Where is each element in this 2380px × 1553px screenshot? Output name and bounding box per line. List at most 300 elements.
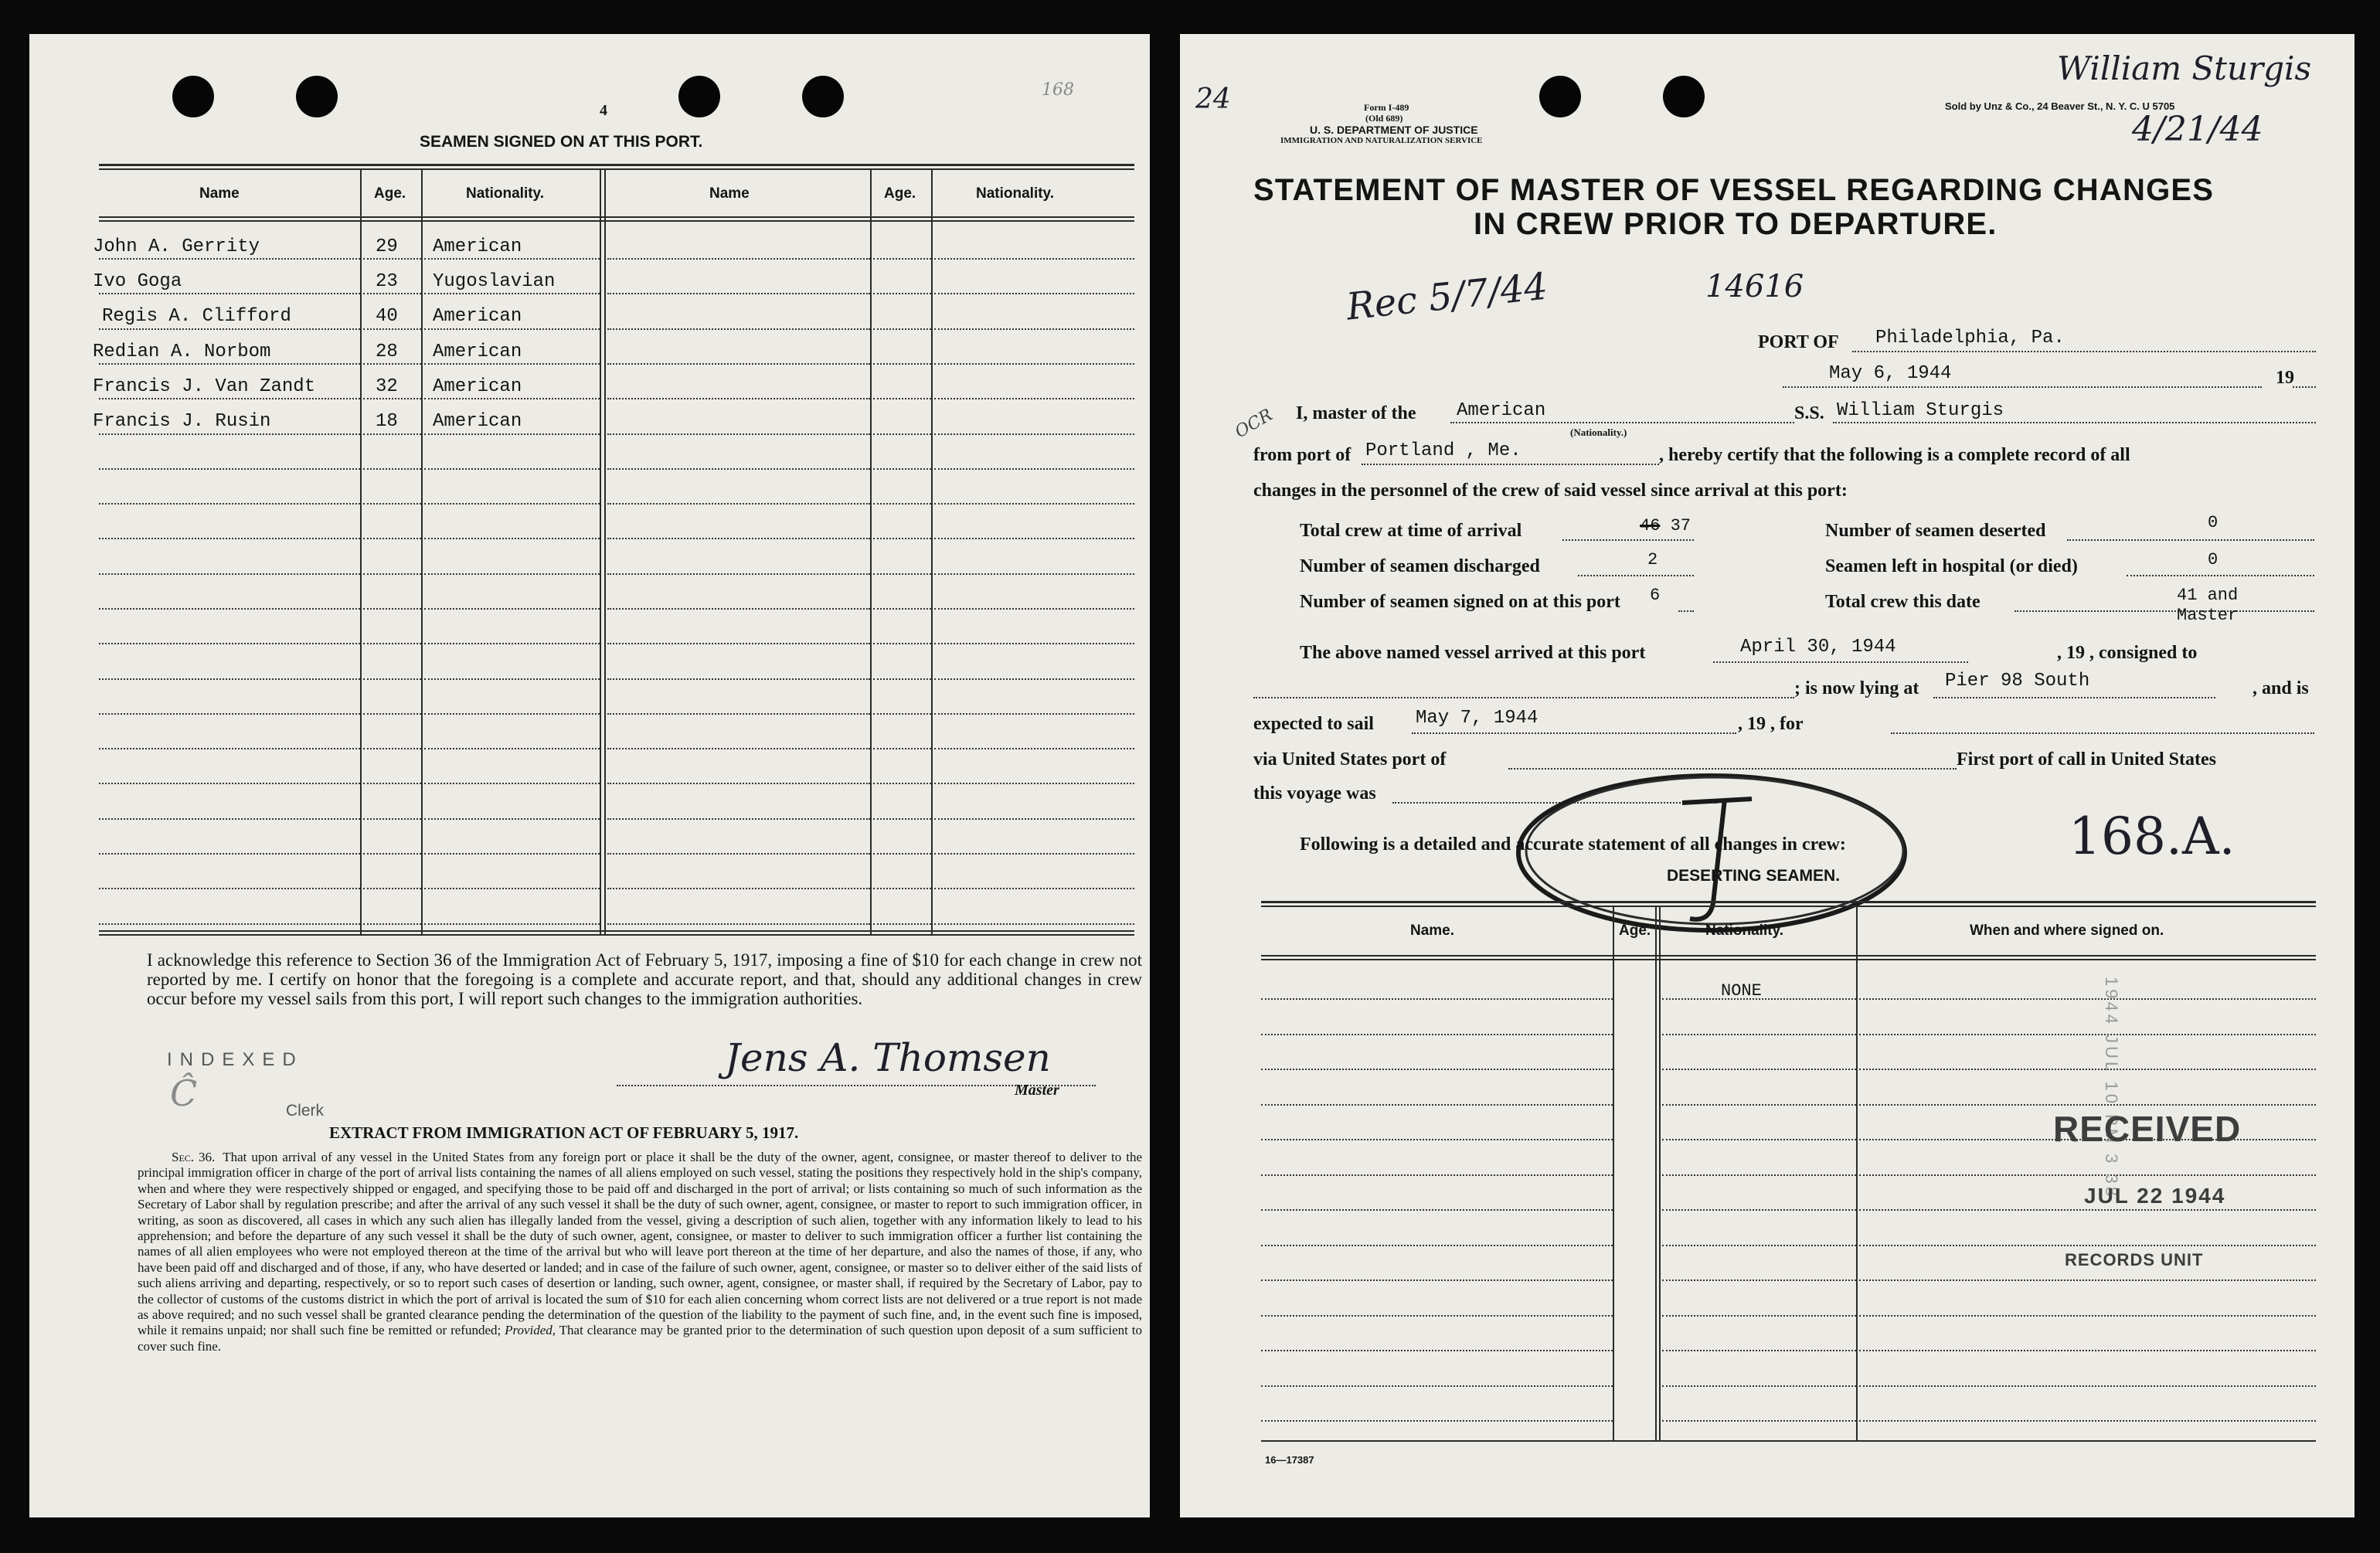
expected-value: May 7, 1944 [1416,708,1538,729]
department: U. S. DEPARTMENT OF JUSTICE [1310,124,1478,136]
punch-hole [296,76,338,117]
row-rule [607,888,870,889]
seaman-nationality: American [433,236,522,257]
records-unit-stamp: RECORDS UNIT [2065,1250,2204,1269]
certify-text: , hereby certify that the following is a complete record of all [1659,445,2130,465]
row-rule [99,363,360,365]
row-rule [1261,1385,1613,1387]
row-rule [607,608,870,610]
header-rule [99,220,1134,222]
row-rule [1662,1315,1856,1317]
row-rule [424,573,600,575]
row-rule [873,783,931,784]
seaman-age: 28 [376,342,398,362]
row-rule [424,363,600,365]
and-is-label: , and is [2252,678,2309,698]
row-rule [1261,1139,1613,1140]
section-label: Sec. 36. [172,1150,216,1164]
row-rule [607,853,870,855]
corner-note: 24 [1195,83,1231,115]
row-rule [607,713,870,715]
column-divider [1655,906,1657,1440]
arrived-line [1713,661,1968,663]
row-rule [607,433,870,435]
port-line [1852,351,2316,352]
row-rule [363,433,421,435]
row-rule [424,923,600,925]
port-value: Philadelphia, Pa. [1875,328,2065,348]
row-rule [363,363,421,365]
row-rule [607,783,870,784]
row-rule [1261,1104,1613,1106]
page-number: 4 [600,102,607,119]
row-rule [363,293,421,294]
row-rule [934,713,1134,715]
received-stamp: RECEIVED [2053,1109,2242,1149]
right-page [1180,34,2354,1517]
row-rule [934,748,1134,749]
indexed-stamp: INDEXED [167,1049,304,1070]
row-rule [424,433,600,435]
row-rule [99,643,360,644]
seaman-name: John A. Gerrity [93,236,260,257]
row-rule [934,433,1134,435]
column-divider [600,168,601,934]
row-rule [934,538,1134,539]
hospital-line [2127,575,2314,576]
column-divider [360,168,362,934]
vessel-nationality: American [1457,400,1546,421]
row-rule [934,328,1134,330]
side-date-stamp: 1944 JUL 10 PM 3 38 [2102,977,2121,1199]
row-rule [607,398,870,399]
header-rule [99,216,1134,218]
row-rule [1261,1420,1613,1422]
seaman-name: Ivo Goga [93,271,182,292]
column-divider [1613,906,1614,1440]
row-rule [1859,1104,2316,1106]
row-rule [363,258,421,260]
column-divider [421,168,423,934]
row-rule [873,818,931,820]
header-rule [1261,959,2316,960]
expected-label: expected to sail [1253,714,1374,734]
row-rule [363,748,421,749]
row-rule [1261,1279,1613,1281]
row-rule [1662,1245,1856,1246]
row-rule [934,818,1134,820]
punch-hole [802,76,844,117]
deserting-title: DESERTING SEAMEN. [1667,867,1841,885]
column-header-nationality: Nationality. [466,185,544,202]
row-rule [934,888,1134,889]
total-date-value-master: Master [2177,606,2239,625]
discharged-label: Number of seamen discharged [1300,556,1540,576]
year-prefix: 19 [2276,368,2294,388]
voyage-label: this voyage was [1253,783,1376,804]
seaman-name: Redian A. Norbom [93,342,271,362]
row-rule [873,888,931,889]
row-rule [424,783,600,784]
row-rule [934,503,1134,505]
table-bottom-rule [99,930,1134,932]
row-rule [1662,1034,1856,1035]
seaman-nationality: American [433,411,522,432]
punch-hole [1663,76,1705,117]
following-text: Following is a detailed and accurate statement of all changes in crew: [1300,834,1846,855]
row-rule [607,643,870,644]
row-rule [1859,1350,2316,1351]
via-label: via United States port of [1253,749,1447,770]
row-rule [424,293,600,294]
row-rule [99,853,360,855]
first-port-label: First port of call in United States [1957,749,2216,770]
row-rule [424,678,600,680]
row-rule [1261,1350,1613,1351]
punch-hole [678,76,720,117]
row-rule [934,293,1134,294]
column-header-signed-on: When and where signed on. [1970,923,2164,939]
row-rule [1662,1279,1856,1281]
discharged-value: 2 [1647,550,1658,569]
row-rule [1261,1034,1613,1035]
written-code: 168.A. [2069,807,2236,866]
row-rule [99,818,360,820]
row-rule [873,468,931,470]
vessel-name: William Sturgis [1837,400,2004,421]
row-rule [873,923,931,925]
row-rule [424,888,600,889]
row-rule [99,573,360,575]
row-rule [1859,1420,2316,1422]
file-number: 14616 [1705,269,1804,304]
row-rule [873,538,931,539]
row-rule [424,328,600,330]
header-rule [1261,955,2316,957]
row-rule [424,748,600,749]
from-port-line [1362,464,1659,465]
hospital-label: Seamen left in hospital (or died) [1825,556,2078,576]
row-rule [99,398,360,399]
row-rule [873,678,931,680]
row-rule [873,573,931,575]
from-port-value: Portland , Me. [1365,440,1522,461]
row-rule [99,888,360,889]
port-label: PORT OF [1758,332,1839,352]
row-rule [363,713,421,715]
punch-hole [172,76,214,117]
row-rule [1859,998,2316,1000]
row-rule [99,468,360,470]
row-rule [1662,1385,1856,1387]
nationality-line [1450,422,1794,423]
footer-code: 16—17387 [1265,1454,1314,1466]
consigned-label: , 19 , consigned to [2057,643,2198,663]
table-title: SEAMEN SIGNED ON AT THIS PORT. [420,133,703,151]
for-label: , 19 , for [1738,714,1804,734]
row-rule [363,538,421,539]
row-rule [1859,1279,2316,1281]
destination-line [1891,732,2314,734]
row-rule [424,398,600,399]
seaman-nationality: American [433,342,522,362]
row-rule [607,538,870,539]
row-rule [99,538,360,539]
signed-on-value: 6 [1650,586,1661,605]
acknowledgement-text: I acknowledge this reference to Section 36 of the Immigration Act of February 5, 1917, imposing a fine of $10 for each change in crew not reported by me. I certify on honor that the foregoing is a complete and accurate report, and that, should any additional changes in crew occur before my vessel sails from this port, I will report such changes to the immigration authorities. [147,950,1142,1008]
seaman-age: 29 [376,236,398,257]
row-rule [1859,1385,2316,1387]
row-rule [934,608,1134,610]
from-port-label: from port of [1253,445,1352,465]
signed-on-label: Number of seamen signed on at this port [1300,592,1620,612]
row-rule [607,363,870,365]
master-signature: Jens A. Thomsen [725,1035,1051,1080]
row-rule [873,258,931,260]
row-rule [424,818,600,820]
row-rule [1859,1245,2316,1246]
master-label: Master [1015,1082,1059,1099]
year-line [2293,386,2316,388]
table-top-rule [99,168,1134,170]
row-rule [873,503,931,505]
vessel-name-line [1833,422,2316,423]
row-rule [424,853,600,855]
form-title-line2: IN CREW PRIOR TO DEPARTURE. [1474,207,1998,241]
clerk-initials-mark: Ĉ [170,1072,198,1114]
seaman-age: 18 [376,411,398,432]
row-rule [934,643,1134,644]
row-rule [607,923,870,925]
deserted-value: 0 [2208,513,2218,532]
changes-text: changes in the personnel of the crew of said vessel since arrival at this port: [1253,481,1848,501]
row-rule [1662,1104,1856,1106]
row-rule [934,398,1134,399]
arrived-label: The above named vessel arrived at this port [1300,643,1646,663]
row-rule [1662,1350,1856,1351]
row-rule [607,258,870,260]
row-rule [1261,1209,1613,1211]
total-date-label: Total crew this date [1825,592,1980,612]
row-rule [363,888,421,889]
row-rule [99,748,360,749]
seaman-age: 23 [376,271,398,292]
row-rule [607,748,870,749]
seaman-name: Francis J. Van Zandt [93,376,316,397]
row-rule [1859,1174,2316,1176]
handwritten-date: 4/21/44 [2132,110,2263,149]
seaman-name: Francis J. Rusin [93,411,271,432]
lying-label: ; is now lying at [1794,678,1919,698]
row-rule [934,363,1134,365]
date-line [1783,386,2262,388]
row-rule [99,608,360,610]
expected-line [1412,732,1736,734]
service: IMMIGRATION AND NATURALIZATION SERVICE [1280,136,1483,145]
row-rule [1662,1069,1856,1070]
row-rule [99,293,360,294]
table-top-rule [99,164,1134,166]
column-header-name: Name [199,185,240,202]
table-bottom-rule [1261,1440,2316,1442]
row-rule [873,328,931,330]
row-rule [99,258,360,260]
row-rule [99,713,360,715]
row-rule [99,433,360,435]
deserted-label: Number of seamen deserted [1825,521,2046,541]
row-rule [99,328,360,330]
row-rule [607,328,870,330]
row-rule [607,678,870,680]
column-divider [604,168,606,934]
pencil-note: 168 [1042,80,1074,100]
row-rule [1261,998,1613,1000]
row-rule [424,258,600,260]
row-rule [1662,1420,1856,1422]
row-rule [99,678,360,680]
row-rule [873,433,931,435]
seaman-age: 32 [376,376,398,397]
row-rule [363,818,421,820]
hospital-value: 0 [2208,550,2218,569]
column-header-age: Age. [374,185,406,202]
seaman-nationality: Yugoslavian [433,271,556,292]
total-arrival-number: 37 [1670,516,1692,535]
row-rule [1859,1034,2316,1035]
total-date-line [2014,610,2314,612]
row-rule [873,853,931,855]
row-rule [873,363,931,365]
column-header-age: Age. [1619,923,1651,939]
row-rule [424,643,600,644]
row-rule [424,608,600,610]
punch-hole [1539,76,1581,117]
nationality-caption: (Nationality.) [1570,426,1627,438]
extract-title: EXTRACT FROM IMMIGRATION ACT OF FEBRUARY 5, 1917. [329,1123,799,1142]
row-rule [934,923,1134,925]
arrived-value: April 30, 1944 [1740,637,1896,658]
seaman-age: 40 [376,306,398,327]
table-bottom-rule [99,934,1134,936]
row-rule [607,293,870,294]
row-rule [873,643,931,644]
column-header-name: Name [709,185,750,202]
clerk-label: Clerk [286,1102,325,1120]
column-header-age: Age. [884,185,916,202]
row-rule [1859,1069,2316,1070]
row-rule [873,608,931,610]
row-rule [99,503,360,505]
total-date-value: 41 and [2177,586,2239,605]
ss-label: S.S. [1794,403,1824,423]
form-id: Form I-489 [1364,102,1409,113]
column-divider [870,168,872,934]
row-rule [873,713,931,715]
proviso-label: Provided, [505,1323,556,1338]
row-rule [934,468,1134,470]
row-rule [424,503,600,505]
column-header-nationality: Nationality. [976,185,1054,202]
row-rule [363,573,421,575]
total-arrival-label: Total crew at time of arrival [1300,521,1522,541]
row-rule [363,783,421,784]
row-rule [607,468,870,470]
section-36-text [138,1150,1142,1354]
lying-value: Pier 98 South [1945,671,2090,692]
row-rule [607,503,870,505]
received-note: Rec 5/7/44 [1344,264,1550,329]
signed-on-line [1678,610,1694,612]
row-rule [363,678,421,680]
row-rule [1261,1315,1613,1317]
row-rule [934,783,1134,784]
row-rule [934,853,1134,855]
row-rule [873,398,931,399]
row-rule [363,853,421,855]
row-rule [1859,1315,2316,1317]
margin-note: OCR [1232,405,1277,443]
row-rule [363,468,421,470]
row-rule [424,713,600,715]
row-rule [363,608,421,610]
row-rule [1261,1174,1613,1176]
row-rule [934,258,1134,260]
row-rule [424,538,600,539]
none-entry: NONE [1721,981,1762,1001]
table-top-rule [1261,906,2316,907]
row-rule [363,923,421,925]
row-rule [1662,1174,1856,1176]
seaman-nationality: American [433,376,522,397]
column-header-nationality: Nationality. [1705,923,1783,939]
received-date-stamp: JUL 22 1944 [2084,1184,2226,1208]
row-rule [873,748,931,749]
row-rule [1261,1069,1613,1070]
row-rule [934,573,1134,575]
deserted-line [2067,539,2314,541]
date-value: May 6, 1944 [1829,363,1952,384]
row-rule [99,923,360,925]
column-divider [1856,906,1858,1440]
row-rule [363,503,421,505]
row-rule [99,783,360,784]
discharged-line [1578,575,1694,576]
row-rule [363,328,421,330]
proviso-body: That clearance may be granted prior to the determination of such question upon deposit of a sum sufficient to cover such fine. [138,1323,1143,1354]
row-rule [363,398,421,399]
table-top-rule [1261,901,2316,903]
seaman-name: Regis A. Clifford [102,306,291,327]
left-page [29,34,1150,1517]
column-header-name: Name. [1410,923,1455,939]
consignee-line [1253,697,1794,698]
section-body: That upon arrival of any vessel in the United States from any foreign port or place it shall be the duty of the owner, agent, consignee, or master thereof to deliver to the principal immigration officer in charge of the port of arrival lists containing the names of all aliens employed on such vessel, stating the positions they respectively hold in the ship's company, when and where they were respectively shipped or engaged, and specifying those to be paid off and discharged in the port of arrival; or lists containing so much of such information as the Secretary of Labor shall by regulation prescribe; and after the arrival of any such vessel it shall be the duty of such owner, agent, consignee, or master to report to such immigration officer, in writing, as soon as discovered, all cases in which any such alien has illegally landed from the vessel, giving a description of such alien, together with any information likely to lead to his apprehension; and before the departure of any such vessel it shall be the duty of such owner, agent, consignee, or master to deliver to such immigration officer a further list containing the names of all alien employees who were not employed thereon at the time of the arrival but who will leave port thereon at the time of her departure, and also the names of those, if any, who have been paid off and discharged and of those, if any, who have deserted or landed; and in case of the failure of such owner, agent, consignee, or master so to deliver either of the said lists of such aliens arriving and departing, respectively, or so to report such cases of desertion or landing, such owner, agent, consignee, or master shall, if required by the Secretary of Labor, pay to the collector of customs of the customs district in which the port of arrival is located the sum of $10 for each alien concerning whom correct lists are not delivered or a true report is not made as above required; and no such vessel shall be granted clearance pending the determination of the question of the liability to the payment of such fine, and, in the event such fine is imposed, while it remains unpaid; nor shall such fine be remitted or refunded; [138,1150,1142,1338]
form-old-number: (Old 689) [1365,113,1403,124]
row-rule [363,643,421,644]
handwritten-vessel-name: William Sturgis [2057,49,2312,87]
seaman-nationality: American [433,306,522,327]
column-divider [931,168,933,934]
total-arrival-line [1562,539,1694,541]
row-rule [1859,1209,2316,1211]
master-of-label: I, master of the [1296,403,1416,423]
lying-line [1933,697,2215,698]
seller-imprint: Sold by Unz & Co., 24 Beaver St., N. Y. C. U 5705 [1945,100,2175,112]
row-rule [873,293,931,294]
form-title-line1: STATEMENT OF MASTER OF VESSEL REGARDING CHANGES [1253,173,2215,207]
row-rule [1261,1245,1613,1246]
row-rule [607,573,870,575]
